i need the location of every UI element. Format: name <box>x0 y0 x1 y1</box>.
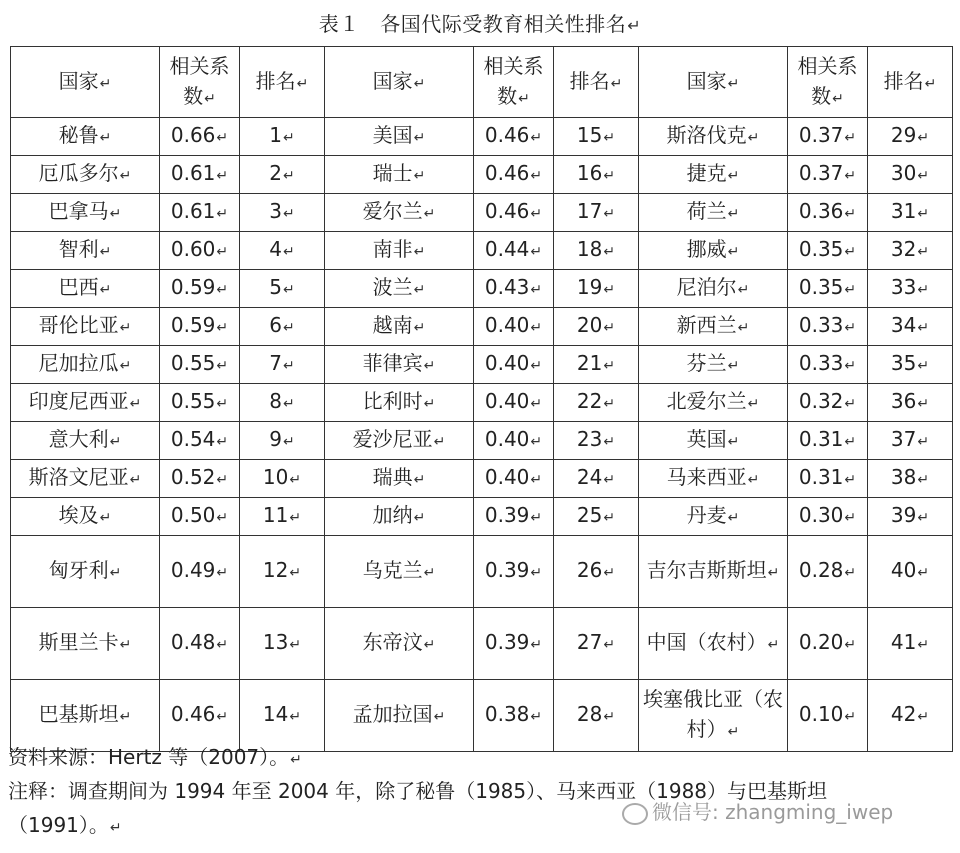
table-row <box>11 232 953 270</box>
rank-cell: 8↵ <box>240 384 325 422</box>
coefficient-cell: 0.33↵ <box>788 346 868 384</box>
country-cell: 爱尔兰↵ <box>325 194 474 232</box>
coefficient-cell: 0.40↵ <box>474 308 554 346</box>
coefficient-cell: 0.55↵ <box>160 384 240 422</box>
rank-cell: 27↵ <box>554 608 639 680</box>
table-row <box>11 156 953 194</box>
country-cell: 尼加拉瓜↵ <box>11 346 160 384</box>
rank-cell: 7↵ <box>240 346 325 384</box>
table-row <box>11 498 953 536</box>
coefficient-cell: 0.61↵ <box>160 194 240 232</box>
coefficient-cell: 0.60↵ <box>160 232 240 270</box>
country-cell: 波兰↵ <box>325 270 474 308</box>
country-cell: 比利时↵ <box>325 384 474 422</box>
rank-cell: 31↵ <box>868 194 953 232</box>
table-row <box>11 384 953 422</box>
country-cell: 捷克↵ <box>639 156 788 194</box>
table-row <box>11 346 953 384</box>
watermark <box>622 796 893 825</box>
coefficient-cell: 0.37↵ <box>788 156 868 194</box>
rank-cell: 30↵ <box>868 156 953 194</box>
country-cell: 丹麦↵ <box>639 498 788 536</box>
country-cell: 吉尔吉斯斯坦↵ <box>639 536 788 608</box>
source-text: 资料来源：Hertz 等（2007）。 <box>8 745 290 769</box>
coefficient-cell: 0.10↵ <box>788 680 868 752</box>
country-cell: 巴基斯坦↵ <box>11 680 160 752</box>
country-cell: 厄瓜多尔↵ <box>11 156 160 194</box>
coefficient-cell: 0.39↵ <box>474 498 554 536</box>
country-cell: 巴拿马↵ <box>11 194 160 232</box>
header-coefficient: 相关系数↵ <box>788 47 868 118</box>
rank-cell: 29↵ <box>868 118 953 156</box>
country-cell: 爱沙尼亚↵ <box>325 422 474 460</box>
header-rank: 排名↵ <box>554 47 639 118</box>
table-body <box>11 118 953 752</box>
country-cell: 北爱尔兰↵ <box>639 384 788 422</box>
header-coefficient: 相关系数↵ <box>474 47 554 118</box>
rank-cell: 32↵ <box>868 232 953 270</box>
coefficient-cell: 0.52↵ <box>160 460 240 498</box>
coefficient-cell: 0.33↵ <box>788 308 868 346</box>
country-cell: 瑞典↵ <box>325 460 474 498</box>
country-cell: 智利↵ <box>11 232 160 270</box>
coefficient-cell: 0.30↵ <box>788 498 868 536</box>
rank-cell: 42↵ <box>868 680 953 752</box>
country-cell: 匈牙利↵ <box>11 536 160 608</box>
country-cell: 美国↵ <box>325 118 474 156</box>
country-cell: 埃及↵ <box>11 498 160 536</box>
coefficient-cell: 0.32↵ <box>788 384 868 422</box>
rank-cell: 37↵ <box>868 422 953 460</box>
rank-cell: 15↵ <box>554 118 639 156</box>
rank-cell: 16↵ <box>554 156 639 194</box>
country-cell: 斯洛伐克↵ <box>639 118 788 156</box>
country-cell: 越南↵ <box>325 308 474 346</box>
rank-cell: 2↵ <box>240 156 325 194</box>
table-title-text: 表１ 各国代际受教育相关性排名 <box>318 12 627 36</box>
header-rank: 排名↵ <box>240 47 325 118</box>
header-country: 国家↵ <box>11 47 160 118</box>
country-cell: 埃塞俄比亚（农村）↵ <box>639 680 788 752</box>
header-rank: 排名↵ <box>868 47 953 118</box>
country-cell: 哥伦比亚↵ <box>11 308 160 346</box>
coefficient-cell: 0.50↵ <box>160 498 240 536</box>
country-cell: 新西兰↵ <box>639 308 788 346</box>
rank-cell: 35↵ <box>868 346 953 384</box>
coefficient-cell: 0.44↵ <box>474 232 554 270</box>
source-line: 资料来源：Hertz 等（2007）。↵ <box>8 745 302 769</box>
coefficient-cell: 0.37↵ <box>788 118 868 156</box>
rank-cell: 23↵ <box>554 422 639 460</box>
coefficient-cell: 0.59↵ <box>160 308 240 346</box>
rank-cell: 14↵ <box>240 680 325 752</box>
coefficient-cell: 0.39↵ <box>474 536 554 608</box>
country-cell: 巴西↵ <box>11 270 160 308</box>
rank-cell: 4↵ <box>240 232 325 270</box>
wechat-icon <box>622 803 648 825</box>
coefficient-cell: 0.61↵ <box>160 156 240 194</box>
country-cell: 东帝汶↵ <box>325 608 474 680</box>
table-row <box>11 680 953 752</box>
coefficient-cell: 0.35↵ <box>788 232 868 270</box>
table-row <box>11 608 953 680</box>
table-row <box>11 536 953 608</box>
coefficient-cell: 0.59↵ <box>160 270 240 308</box>
country-cell: 挪威↵ <box>639 232 788 270</box>
rank-cell: 39↵ <box>868 498 953 536</box>
coefficient-cell: 0.38↵ <box>474 680 554 752</box>
coefficient-cell: 0.39↵ <box>474 608 554 680</box>
country-cell: 南非↵ <box>325 232 474 270</box>
rank-cell: 38↵ <box>868 460 953 498</box>
country-cell: 印度尼西亚↵ <box>11 384 160 422</box>
rank-cell: 18↵ <box>554 232 639 270</box>
country-cell: 荷兰↵ <box>639 194 788 232</box>
coefficient-cell: 0.40↵ <box>474 422 554 460</box>
coefficient-cell: 0.40↵ <box>474 346 554 384</box>
coefficient-cell: 0.35↵ <box>788 270 868 308</box>
country-cell: 尼泊尔↵ <box>639 270 788 308</box>
rank-cell: 19↵ <box>554 270 639 308</box>
rank-cell: 11↵ <box>240 498 325 536</box>
country-cell: 秘鲁↵ <box>11 118 160 156</box>
rank-cell: 3↵ <box>240 194 325 232</box>
coefficient-cell: 0.40↵ <box>474 460 554 498</box>
rank-cell: 26↵ <box>554 536 639 608</box>
rank-cell: 13↵ <box>240 608 325 680</box>
rank-cell: 10↵ <box>240 460 325 498</box>
rank-cell: 25↵ <box>554 498 639 536</box>
rank-cell: 28↵ <box>554 680 639 752</box>
ranking-table <box>10 46 953 752</box>
table-row <box>11 270 953 308</box>
country-cell: 菲律宾↵ <box>325 346 474 384</box>
table-title <box>0 8 960 37</box>
coefficient-cell: 0.46↵ <box>474 156 554 194</box>
header-country: 国家↵ <box>325 47 474 118</box>
country-cell: 芬兰↵ <box>639 346 788 384</box>
coefficient-cell: 0.46↵ <box>160 680 240 752</box>
country-cell: 瑞士↵ <box>325 156 474 194</box>
rank-cell: 12↵ <box>240 536 325 608</box>
table-row <box>11 422 953 460</box>
coefficient-cell: 0.48↵ <box>160 608 240 680</box>
rank-cell: 33↵ <box>868 270 953 308</box>
country-cell: 孟加拉国↵ <box>325 680 474 752</box>
rank-cell: 9↵ <box>240 422 325 460</box>
country-cell: 中国（农村）↵ <box>639 608 788 680</box>
table-row <box>11 118 953 156</box>
coefficient-cell: 0.31↵ <box>788 422 868 460</box>
rank-cell: 20↵ <box>554 308 639 346</box>
rank-cell: 6↵ <box>240 308 325 346</box>
country-cell: 意大利↵ <box>11 422 160 460</box>
note-text-2: （1991）。 <box>8 813 109 837</box>
header-row <box>11 47 953 118</box>
coefficient-cell: 0.28↵ <box>788 536 868 608</box>
rank-cell: 40↵ <box>868 536 953 608</box>
country-cell: 斯洛文尼亚↵ <box>11 460 160 498</box>
coefficient-cell: 0.36↵ <box>788 194 868 232</box>
rank-cell: 21↵ <box>554 346 639 384</box>
coefficient-cell: 0.55↵ <box>160 346 240 384</box>
table-row <box>11 460 953 498</box>
header-coefficient: 相关系数↵ <box>160 47 240 118</box>
coefficient-cell: 0.49↵ <box>160 536 240 608</box>
coefficient-cell: 0.31↵ <box>788 460 868 498</box>
rank-cell: 41↵ <box>868 608 953 680</box>
coefficient-cell: 0.43↵ <box>474 270 554 308</box>
country-cell: 英国↵ <box>639 422 788 460</box>
rank-cell: 24↵ <box>554 460 639 498</box>
header-country: 国家↵ <box>639 47 788 118</box>
rank-cell: 1↵ <box>240 118 325 156</box>
coefficient-cell: 0.66↵ <box>160 118 240 156</box>
coefficient-cell: 0.54↵ <box>160 422 240 460</box>
rank-cell: 36↵ <box>868 384 953 422</box>
paragraph-mark: ↵ <box>627 16 642 35</box>
coefficient-cell: 0.40↵ <box>474 384 554 422</box>
coefficient-cell: 0.20↵ <box>788 608 868 680</box>
note-line-2: （1991）。↵ <box>8 813 122 837</box>
country-cell: 马来西亚↵ <box>639 460 788 498</box>
rank-cell: 22↵ <box>554 384 639 422</box>
rank-cell: 34↵ <box>868 308 953 346</box>
table-row <box>11 308 953 346</box>
coefficient-cell: 0.46↵ <box>474 118 554 156</box>
country-cell: 乌克兰↵ <box>325 536 474 608</box>
note-text-1: 注释：调查期间为 1994 年至 2004 年，除了秘鲁（1985）、马来西亚（1988）与巴基斯坦 <box>8 779 828 803</box>
country-cell: 斯里兰卡↵ <box>11 608 160 680</box>
table-row <box>11 194 953 232</box>
rank-cell: 5↵ <box>240 270 325 308</box>
coefficient-cell: 0.46↵ <box>474 194 554 232</box>
country-cell: 加纳↵ <box>325 498 474 536</box>
watermark-text: 微信号: zhangming_iwep <box>652 800 894 824</box>
rank-cell: 17↵ <box>554 194 639 232</box>
